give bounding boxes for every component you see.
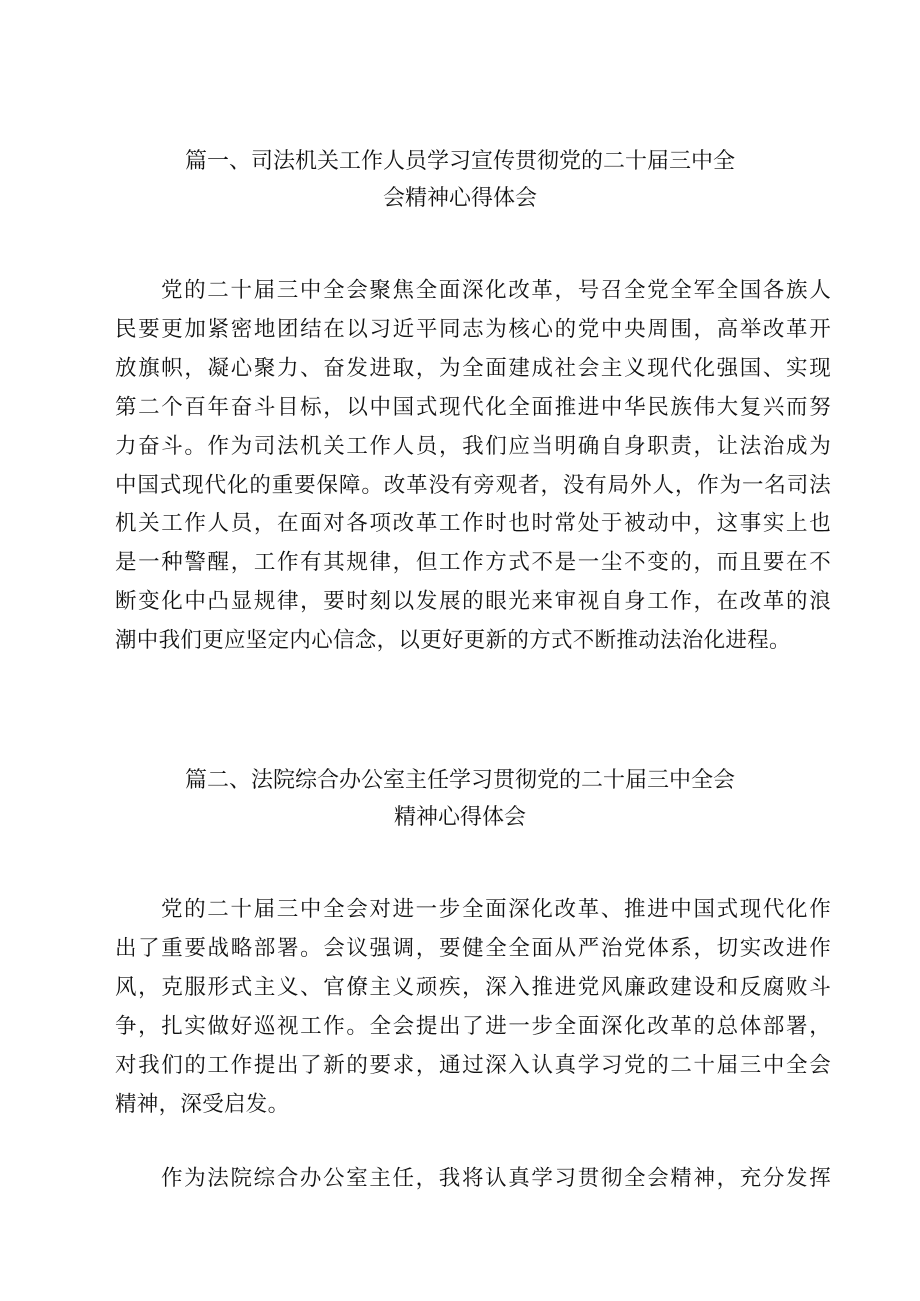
- section-1-title-line: 篇一、司法机关工作人员学习宣传贯彻党的二十届三中全: [184, 149, 735, 174]
- paragraph-line: 放旗帜，凝心聚力、奋发进取，为全面建成社会主义现代化强国、实现: [115, 355, 831, 381]
- paragraph-line: 党的二十届三中全会对进一步全面深化改革、推进中国式现代化作: [161, 897, 831, 922]
- section-2-title: [115, 762, 805, 836]
- paragraph-line: 出了重要战略部署。会议强调，要健全全面从严治党体系，切实改进作: [115, 935, 831, 961]
- paragraph-line: 民要更加紧密地团结在以习近平同志为核心的党中央周围，高举改革开: [115, 316, 831, 342]
- paragraph-line: 断变化中凸显规律，要时刻以发展的眼光来审视自身工作，在改革的浪: [115, 589, 831, 615]
- section-2-paragraph-1: [115, 891, 831, 1124]
- paragraph-line: 机关工作人员，在面对各项改革工作时也时常处于被动中，这事实上也: [115, 511, 831, 537]
- paragraph-line: 风，克服形式主义、官僚主义顽疾，深入推进党风廉政建设和反腐败斗: [115, 974, 831, 1000]
- paragraph-line: 作为法院综合办公室主任，我将认真学习贯彻全会精神，充分发挥: [161, 1166, 831, 1191]
- section-2-paragraph-2: [115, 1160, 831, 1199]
- paragraph-line: 争，扎实做好巡视工作。全会提出了进一步全面深化改革的总体部署，: [115, 1013, 831, 1039]
- section-1-title: [115, 143, 805, 217]
- paragraph-line: 精神，深受启发。: [115, 1091, 290, 1117]
- paragraph-line: 对我们的工作提出了新的要求，通过深入认真学习党的二十届三中全会: [115, 1052, 831, 1078]
- paragraph-line: 潮中我们更应坚定内心信念，以更好更新的方式不断推动法治化进程。: [115, 628, 791, 654]
- paragraph-line: 力奋斗。作为司法机关工作人员，我们应当明确自身职责，让法治成为: [115, 433, 831, 459]
- section-1-paragraph-1: [115, 272, 831, 661]
- paragraph-line: 是一种警醒，工作有其规律，但工作方式不是一尘不变的，而且要在不: [115, 550, 831, 576]
- paragraph-line: 中国式现代化的重要保障。改革没有旁观者，没有局外人，作为一名司法: [115, 472, 831, 498]
- paragraph-line: 第二个百年奋斗目标，以中国式现代化全面推进中华民族伟大复兴而努: [115, 394, 831, 420]
- section-2-title-line: 篇二、法院综合办公室主任学习贯彻党的二十届三中全会: [184, 768, 735, 793]
- section-1-title-line: 会精神心得体会: [382, 186, 537, 211]
- section-2-title-line: 精神心得体会: [393, 805, 526, 830]
- paragraph-line: 党的二十届三中全会聚焦全面深化改革，号召全党全军全国各族人: [161, 278, 831, 303]
